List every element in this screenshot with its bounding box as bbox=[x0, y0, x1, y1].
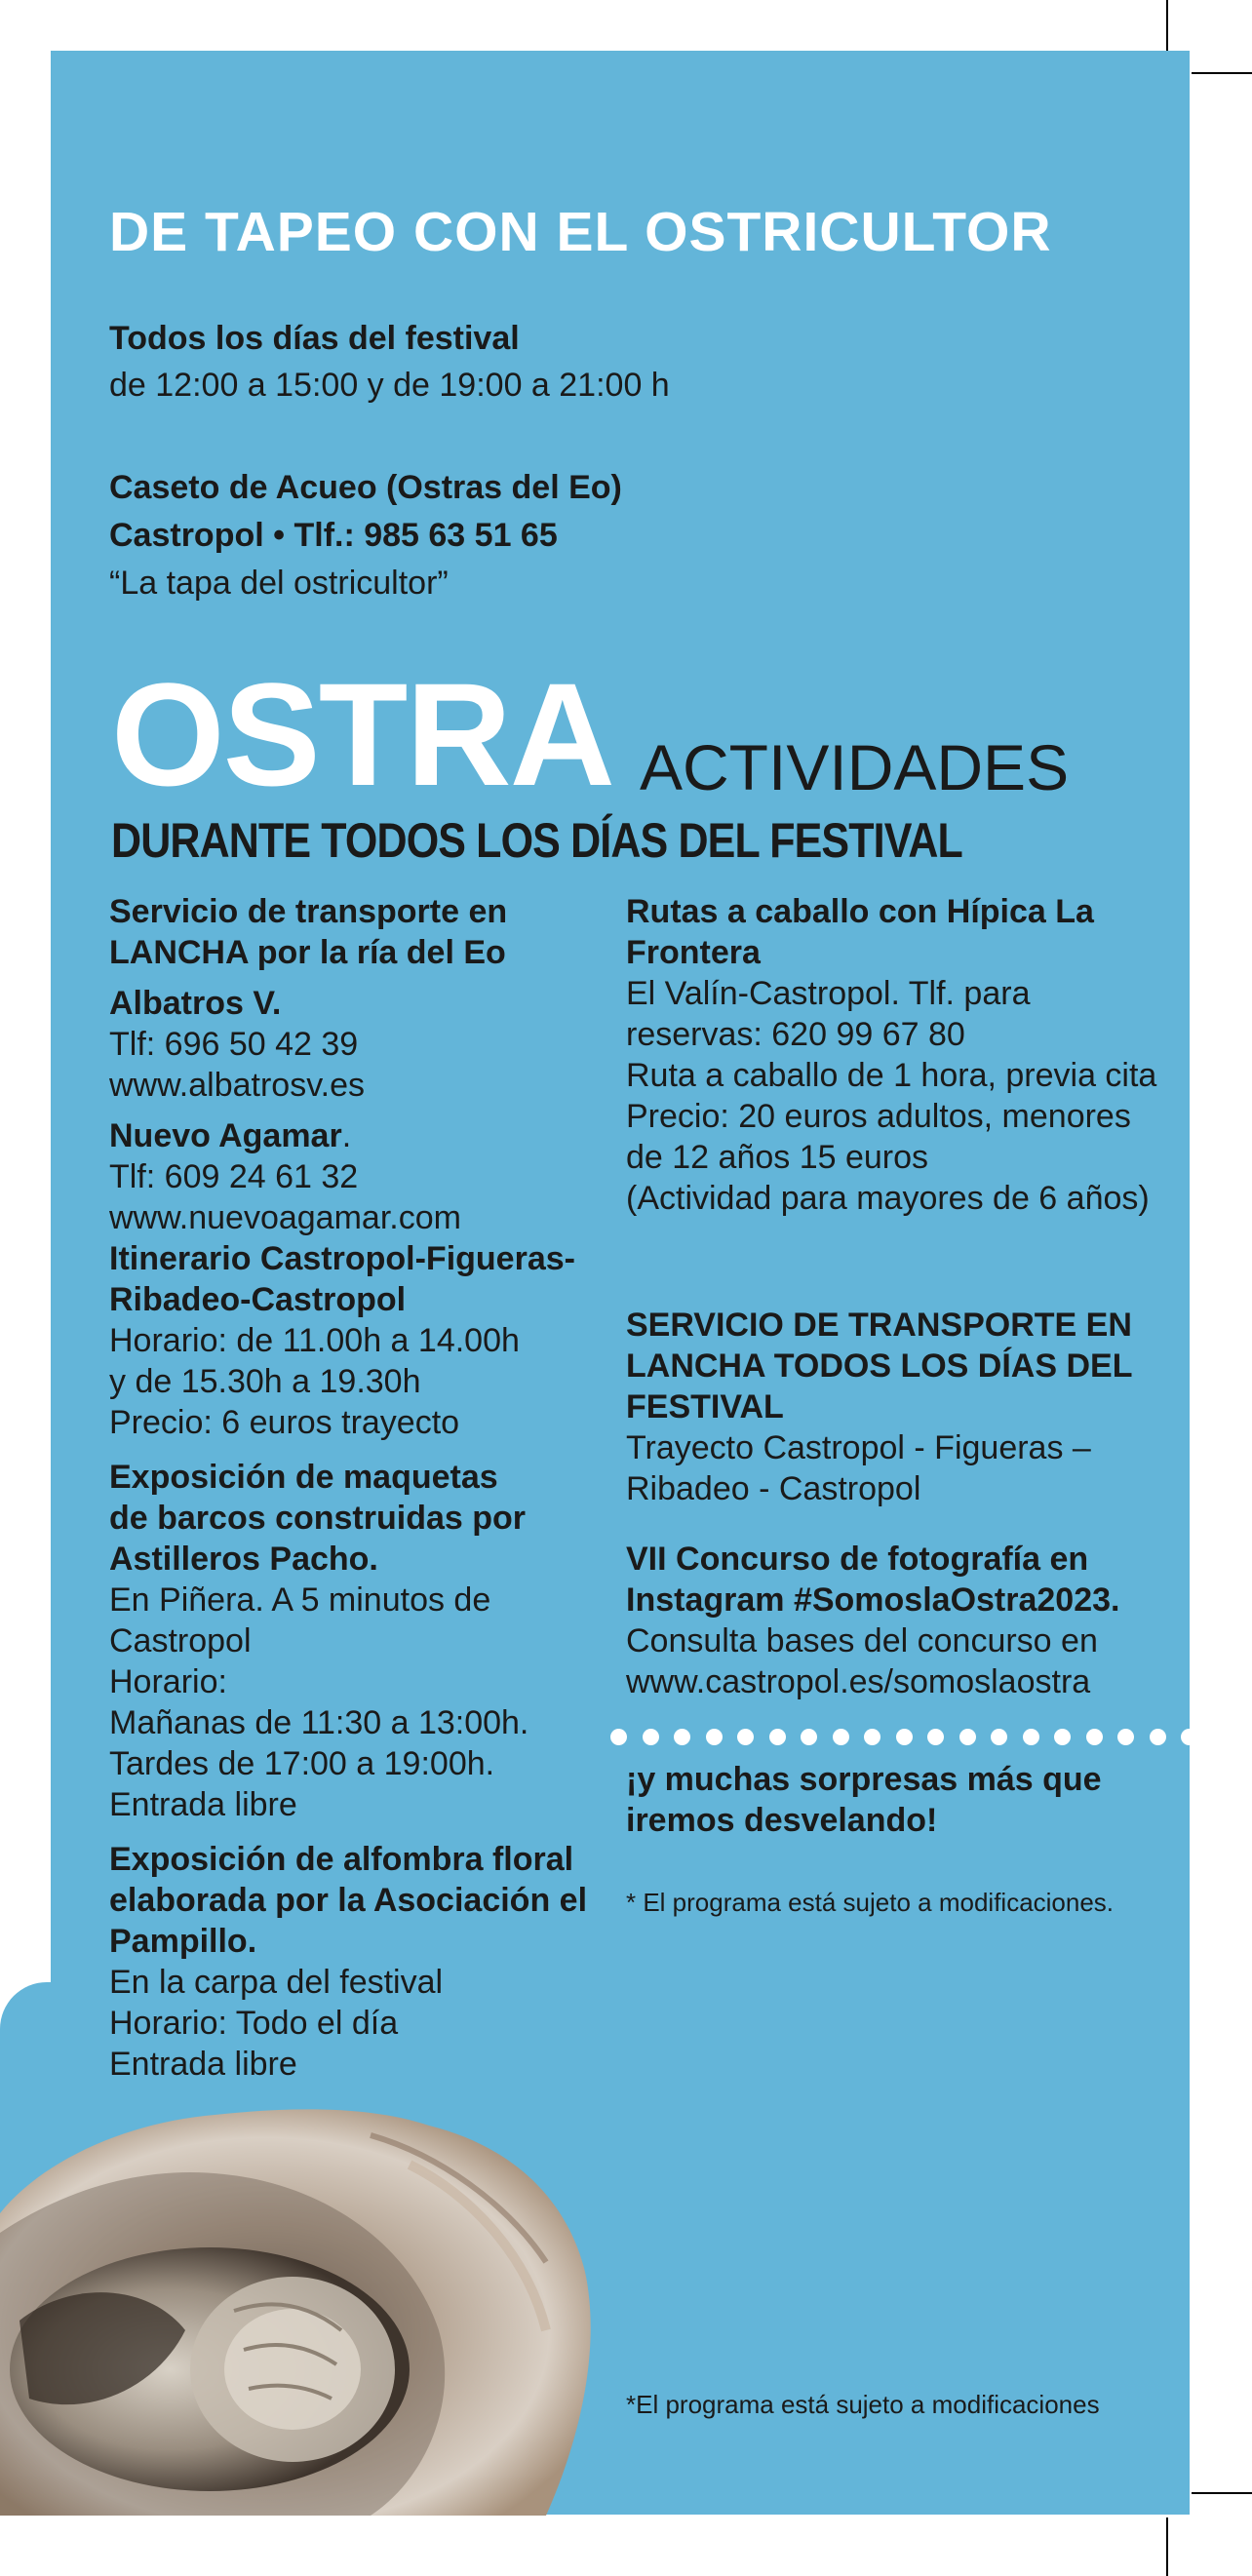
lancha-title bbox=[109, 891, 616, 973]
separator-dot bbox=[833, 1729, 849, 1745]
concurso-title-line: VII Concurso de fotografía en bbox=[626, 1541, 1089, 1578]
crop-mark bbox=[1192, 72, 1252, 74]
expo-title-line: de barcos construidas por bbox=[109, 1500, 526, 1537]
agamar-name: Nuevo Agamar bbox=[109, 1117, 342, 1154]
brand-actividades: ACTIVIDADES bbox=[640, 731, 1070, 803]
separator-dot bbox=[801, 1729, 817, 1745]
agamar-dot: . bbox=[341, 1117, 352, 1154]
servicio-title-line: SERVICIO DE TRANSPORTE EN bbox=[626, 1307, 1132, 1344]
schedule-hours: de 12:00 a 15:00 y de 19:00 a 21:00 h bbox=[109, 367, 670, 404]
venue-block bbox=[109, 464, 889, 607]
expo-alfombra-block bbox=[109, 1839, 616, 2085]
separator-dot bbox=[643, 1729, 659, 1745]
disclaimer-bottom: *El programa está sujeto a modificaciones bbox=[626, 2390, 1100, 2419]
venue-name: Caseto de Acueo (Ostras del Eo) bbox=[109, 469, 622, 506]
servicio-detail-line: Ribadeo - Castropol bbox=[626, 1470, 921, 1507]
expo-detail-line: Horario: bbox=[109, 1663, 227, 1700]
separator-dot bbox=[610, 1729, 627, 1745]
rutas-detail-line: Precio: 20 euros adultos, menores bbox=[626, 1098, 1131, 1135]
separator-dot bbox=[1150, 1729, 1166, 1745]
brand-ostra: OSTRA bbox=[111, 652, 613, 816]
expo-title-line: Exposición de maquetas bbox=[109, 1459, 498, 1496]
expo-detail-line: Entrada libre bbox=[109, 2046, 297, 2083]
expo-detail-line: Horario: Todo el día bbox=[109, 2005, 399, 2042]
sorpresas-line: iremos desvelando! bbox=[626, 1802, 938, 1839]
expo-title-line: Pampillo. bbox=[109, 1923, 257, 1960]
separator-dot bbox=[927, 1729, 944, 1745]
servicio-title-line: FESTIVAL bbox=[626, 1388, 784, 1425]
concurso-detail-line: Consulta bases del concurso en bbox=[626, 1622, 1098, 1659]
venue-phone: Castropol • Tlf.: 985 63 51 65 bbox=[109, 517, 558, 554]
separator-dot bbox=[991, 1729, 1007, 1745]
sorpresas-line: ¡y muchas sorpresas más que bbox=[626, 1761, 1102, 1798]
expo-detail-line: Castropol bbox=[109, 1622, 252, 1659]
expo-title-line: Astilleros Pacho. bbox=[109, 1541, 378, 1578]
rutas-detail-line: Ruta a caballo de 1 hora, previa cita bbox=[626, 1057, 1157, 1094]
section-subtitle: DURANTE TODOS LOS DÍAS DEL FESTIVAL bbox=[111, 813, 962, 868]
rutas-detail-line: reservas: 620 99 67 80 bbox=[626, 1016, 965, 1053]
price-line: Precio: 6 euros trayecto bbox=[109, 1404, 460, 1441]
expo-detail-line: En la carpa del festival bbox=[109, 1964, 444, 2001]
schedule-line: y de 15.30h a 19.30h bbox=[109, 1363, 421, 1400]
expo-title-line: elaborada por la Asociación el bbox=[109, 1882, 588, 1919]
servicio-title-line: LANCHA TODOS LOS DÍAS DEL bbox=[626, 1347, 1133, 1385]
expo-maquetas-block bbox=[109, 1457, 616, 1825]
albatros-phone: Tlf: 696 50 42 39 bbox=[109, 1026, 359, 1063]
left-column bbox=[109, 891, 616, 2085]
separator-dot bbox=[737, 1729, 754, 1745]
albatros-name: Albatros V. bbox=[109, 985, 282, 1022]
crop-mark bbox=[1166, 2517, 1168, 2576]
separator-dot bbox=[959, 1729, 976, 1745]
separator-dot bbox=[674, 1729, 690, 1745]
separator-dot bbox=[706, 1729, 723, 1745]
concurso-block bbox=[626, 1539, 1172, 1702]
oyster-photo bbox=[0, 2106, 605, 2516]
agamar-website: www.nuevoagamar.com bbox=[109, 1199, 461, 1236]
concurso-title-line: Instagram #SomoslaOstra2023. bbox=[626, 1581, 1120, 1619]
separator-dot bbox=[1023, 1729, 1039, 1745]
separator-dot bbox=[864, 1729, 880, 1745]
venue-tagline: “La tapa del ostricultor” bbox=[109, 565, 449, 602]
rutas-detail-line: de 12 años 15 euros bbox=[626, 1139, 929, 1176]
sorpresas-text bbox=[626, 1759, 1172, 1841]
separator-dot bbox=[1181, 1729, 1190, 1745]
expo-detail-line: Mañanas de 11:30 a 13:00h. bbox=[109, 1704, 529, 1741]
albatros-website: www.albatrosv.es bbox=[109, 1067, 366, 1104]
rutas-title-line: Frontera bbox=[626, 934, 761, 971]
section-title: DE TAPEO CON EL OSTRICULTOR bbox=[109, 201, 1052, 263]
servicio-detail-line: Trayecto Castropol - Figueras – bbox=[626, 1429, 1091, 1466]
schedule-heading: Todos los días del festival bbox=[109, 320, 520, 357]
crop-mark bbox=[1192, 2492, 1252, 2494]
rutas-block bbox=[626, 891, 1172, 1219]
separator-dot bbox=[1086, 1729, 1103, 1745]
lancha-title-line: Servicio de transporte en bbox=[109, 893, 508, 930]
rutas-detail-line: (Actividad para mayores de 6 años) bbox=[626, 1180, 1150, 1217]
crop-mark bbox=[1166, 0, 1168, 51]
separator-dot bbox=[896, 1729, 913, 1745]
separator-dot bbox=[1117, 1729, 1134, 1745]
itinerary-line: Itinerario Castropol-Figueras- bbox=[109, 1240, 575, 1277]
schedule-line: Horario: de 11.00h a 14.00h bbox=[109, 1322, 520, 1359]
dotted-separator bbox=[610, 1726, 1190, 1749]
servicio-block bbox=[626, 1305, 1172, 1509]
separator-dot bbox=[769, 1729, 786, 1745]
expo-detail-line: Entrada libre bbox=[109, 1786, 297, 1823]
expo-detail-line: Tardes de 17:00 a 19:00h. bbox=[109, 1745, 495, 1782]
agamar-block bbox=[109, 1115, 616, 1443]
separator-dot bbox=[1054, 1729, 1071, 1745]
lancha-title-line: LANCHA por la ría del Eo bbox=[109, 934, 506, 971]
concurso-website: www.castropol.es/somoslaostra bbox=[626, 1663, 1091, 1700]
disclaimer-top: * El programa está sujeto a modificaciones. bbox=[626, 1888, 1115, 1917]
schedule-block bbox=[109, 318, 792, 406]
right-column bbox=[626, 891, 1172, 1702]
rutas-title-line: Rutas a caballo con Hípica La bbox=[626, 893, 1094, 930]
expo-title-line: Exposición de alfombra floral bbox=[109, 1841, 574, 1878]
agamar-name-line bbox=[109, 1115, 616, 1156]
rutas-detail-line: El Valín-Castropol. Tlf. para bbox=[626, 975, 1031, 1012]
albatros-block bbox=[109, 983, 616, 1106]
expo-detail-line: En Piñera. A 5 minutos de bbox=[109, 1581, 491, 1619]
agamar-phone: Tlf: 609 24 61 32 bbox=[109, 1158, 359, 1195]
itinerary-line: Ribadeo-Castropol bbox=[109, 1281, 407, 1318]
